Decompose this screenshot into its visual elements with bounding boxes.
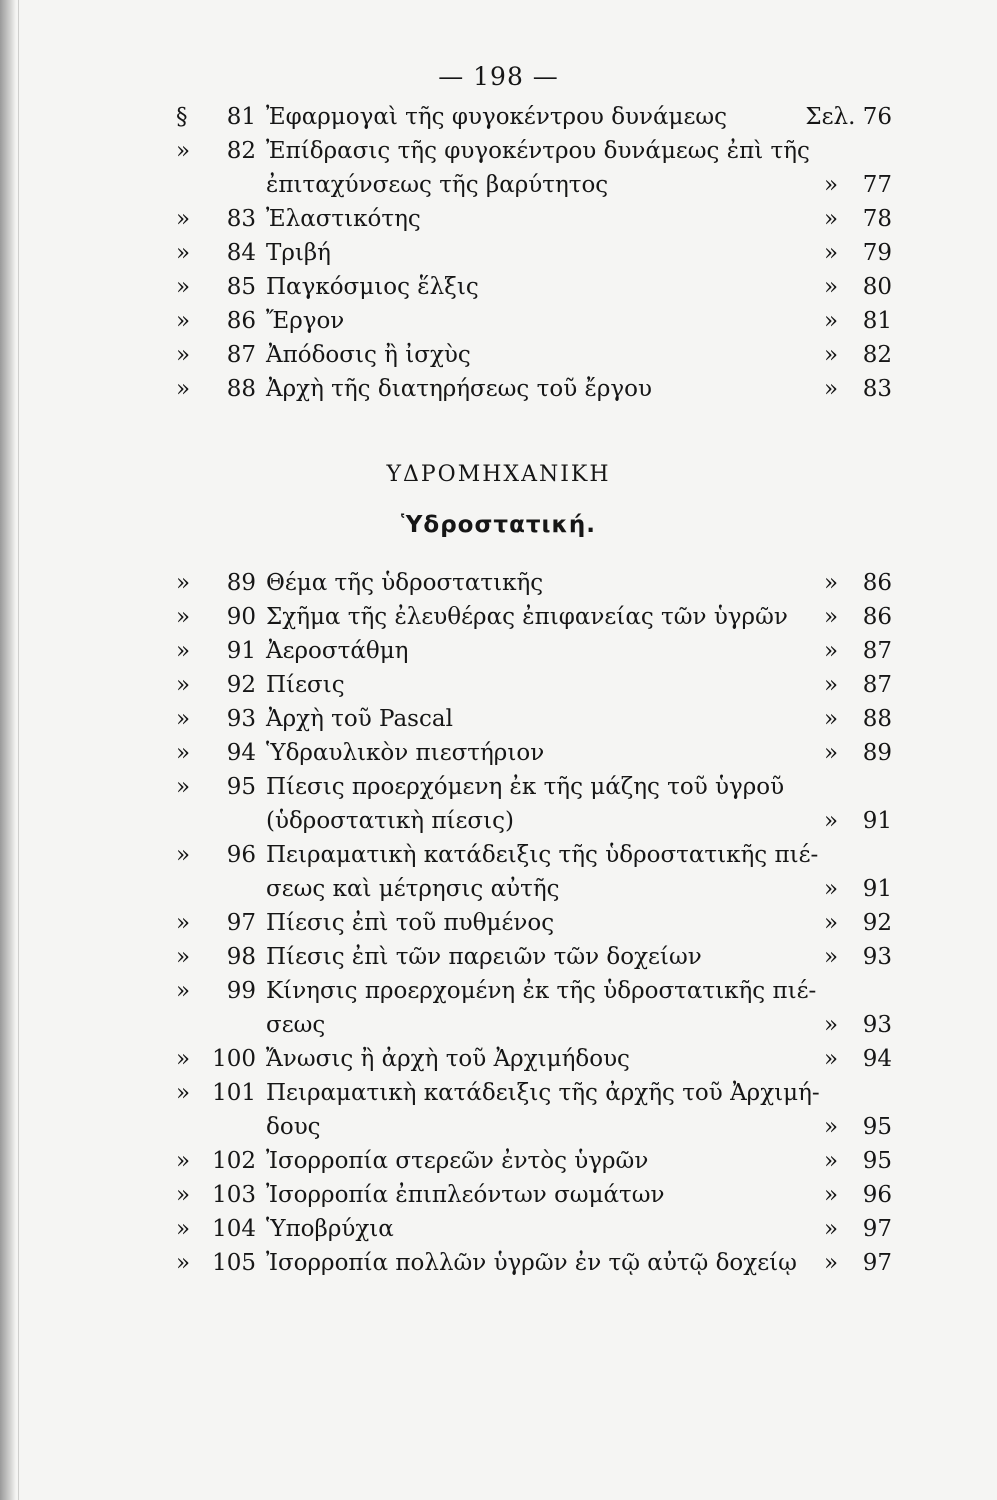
entry-title-line: Ἔργον bbox=[266, 308, 345, 334]
entry-number: 84 bbox=[226, 240, 256, 266]
toc-entry bbox=[176, 770, 892, 838]
toc-part-hydrostatics bbox=[176, 566, 892, 1280]
ditto-mark: » bbox=[823, 1216, 839, 1242]
entry-title bbox=[266, 202, 806, 236]
ditto-mark: » bbox=[823, 876, 839, 902]
entry-title bbox=[266, 1144, 806, 1178]
entry-number: 85 bbox=[226, 274, 256, 300]
entry-page: 91 bbox=[862, 876, 892, 902]
entry-mark: » bbox=[176, 672, 191, 698]
entry-title bbox=[266, 1246, 806, 1280]
entry-number: 92 bbox=[226, 672, 256, 698]
entry-title bbox=[266, 566, 806, 600]
entry-page: 86 bbox=[862, 570, 892, 596]
entry-mark: » bbox=[176, 240, 191, 266]
entry-number: 93 bbox=[226, 706, 256, 732]
section-heading: ΥΔΡΟΜΗΧΑΝΙΚΗ bbox=[386, 462, 611, 487]
toc-part-mechanics bbox=[176, 100, 892, 406]
toc-entry bbox=[176, 906, 892, 940]
entry-title-line: Πίεσις ἐπὶ τοῦ πυθμένος bbox=[266, 910, 555, 936]
subsection-heading: Ὑδροστατική. bbox=[401, 512, 596, 538]
ditto-mark: » bbox=[823, 1182, 839, 1208]
toc-entry bbox=[176, 702, 892, 736]
entry-page: 92 bbox=[862, 910, 892, 936]
entry-number: 86 bbox=[226, 308, 256, 334]
ditto-mark: » bbox=[823, 342, 839, 368]
entry-page: 77 bbox=[862, 172, 892, 198]
toc-entry bbox=[176, 974, 892, 1042]
entry-page: 78 bbox=[862, 206, 892, 232]
entry-mark: » bbox=[176, 274, 191, 300]
entry-mark: » bbox=[176, 910, 191, 936]
ditto-mark: » bbox=[823, 274, 839, 300]
entry-mark: » bbox=[176, 944, 191, 970]
entry-title-line: Πειραματικὴ κατάδειξις τῆς ὑδροστατικῆς πιέ- bbox=[266, 842, 819, 868]
entry-page: 97 bbox=[862, 1250, 892, 1276]
entry-page: 81 bbox=[862, 308, 892, 334]
toc-entry bbox=[176, 668, 892, 702]
entry-mark: » bbox=[176, 206, 191, 232]
entry-title bbox=[266, 1042, 806, 1076]
ditto-mark: » bbox=[823, 1250, 839, 1276]
entry-title-line: Ἄνωσις ἢ ἀρχὴ τοῦ Ἀρχιμήδους bbox=[266, 1046, 630, 1072]
entry-page: 80 bbox=[862, 274, 892, 300]
entry-title-line: Θέμα τῆς ὑδροστατικῆς bbox=[266, 570, 544, 596]
entry-page: 96 bbox=[862, 1182, 892, 1208]
ditto-mark: » bbox=[823, 638, 839, 664]
entry-mark: » bbox=[176, 1080, 191, 1106]
entry-mark: » bbox=[176, 1250, 191, 1276]
toc-entry bbox=[176, 1042, 892, 1076]
entry-page: 83 bbox=[862, 376, 892, 402]
entry-page-number: 76 bbox=[862, 104, 892, 130]
entry-number: 88 bbox=[226, 376, 256, 402]
entry-title-line: δους bbox=[266, 1114, 321, 1140]
entry-title bbox=[266, 100, 806, 134]
toc-entry bbox=[176, 270, 892, 304]
entry-mark: » bbox=[176, 774, 191, 800]
entry-title-line: Ἐπίδρασις τῆς φυγοκέντρου δυνάμεως ἐπὶ τῆς bbox=[266, 138, 810, 164]
ditto-mark: » bbox=[823, 604, 839, 630]
entry-title-line: Σχῆμα τῆς ἐλευθέρας ἐπιφανείας τῶν ὑγρῶν bbox=[266, 604, 788, 630]
entry-page: 94 bbox=[862, 1046, 892, 1072]
toc-entry bbox=[176, 1144, 892, 1178]
entry-number: 105 bbox=[212, 1250, 256, 1276]
gutter-line bbox=[18, 0, 19, 1500]
entry-number: 94 bbox=[226, 740, 256, 766]
entry-number: 102 bbox=[212, 1148, 256, 1174]
entry-page: 88 bbox=[862, 706, 892, 732]
ditto-mark: » bbox=[823, 240, 839, 266]
entry-title-line: Πίεσις ἐπὶ τῶν παρειῶν τῶν δοχείων bbox=[266, 944, 702, 970]
entry-title-line: Ἐλαστικότης bbox=[266, 206, 421, 232]
book-gutter-shadow bbox=[0, 0, 16, 1500]
toc-entry bbox=[176, 566, 892, 600]
entry-mark: » bbox=[176, 842, 191, 868]
entry-title-line: Ὑδραυλικὸν πιεστήριον bbox=[266, 740, 545, 766]
ditto-mark: » bbox=[823, 740, 839, 766]
entry-title-line: σεως καὶ μέτρησις αὐτῆς bbox=[266, 876, 560, 902]
entry-mark: » bbox=[176, 638, 191, 664]
ditto-mark: » bbox=[823, 308, 839, 334]
toc-entry bbox=[176, 304, 892, 338]
entry-title bbox=[266, 770, 806, 838]
toc-entry bbox=[176, 1178, 892, 1212]
entry-mark: » bbox=[176, 570, 191, 596]
entry-title-line: Ἐφαρμογαὶ τῆς φυγοκέντρου δυνάμεως bbox=[266, 104, 728, 130]
page-number: — 198 — bbox=[438, 62, 559, 91]
entry-title-line: (ὑδροστατικὴ πίεσις) bbox=[266, 808, 514, 834]
entry-mark: » bbox=[176, 376, 191, 402]
toc-entry bbox=[176, 372, 892, 406]
entry-number: 89 bbox=[226, 570, 256, 596]
entry-title-line: Ὑποβρύχια bbox=[266, 1216, 394, 1242]
entry-title-line: Πίεσις προερχόμενη ἐκ τῆς μάζης τοῦ ὑγροῦ bbox=[266, 774, 785, 800]
entry-mark: » bbox=[176, 1046, 191, 1072]
entry-page: 93 bbox=[862, 1012, 892, 1038]
entry-mark: » bbox=[176, 706, 191, 732]
ditto-mark: » bbox=[823, 1046, 839, 1072]
ditto-mark: » bbox=[823, 672, 839, 698]
entry-mark: » bbox=[176, 138, 191, 164]
entry-title bbox=[266, 1076, 820, 1144]
entry-title-line: Ἀπόδοσις ἢ ἰσχὺς bbox=[266, 342, 471, 368]
entry-title-line: Ἀρχὴ τῆς διατηρήσεως τοῦ ἔργου bbox=[266, 376, 652, 402]
ditto-mark: » bbox=[823, 1114, 839, 1140]
entry-mark: » bbox=[176, 1216, 191, 1242]
ditto-mark: » bbox=[823, 1148, 839, 1174]
entry-title bbox=[266, 940, 806, 974]
entry-title-line: Πίεσις bbox=[266, 672, 345, 698]
entry-title-line: Ἰσορροπία ἐπιπλεόντων σωμάτων bbox=[266, 1182, 665, 1208]
ditto-mark: » bbox=[823, 808, 839, 834]
entry-page: 97 bbox=[862, 1216, 892, 1242]
ditto-mark: » bbox=[823, 570, 839, 596]
entry-title-line: ἐπιταχύνσεως τῆς βαρύτητος bbox=[266, 172, 609, 198]
entry-title-line: σεως bbox=[266, 1012, 326, 1038]
entry-title-line: Ἀεροστάθμη bbox=[266, 638, 409, 664]
toc-entry bbox=[176, 736, 892, 770]
entry-title bbox=[266, 736, 806, 770]
entry-title-line: Κίνησις προερχομένη ἐκ τῆς ὑδροστατικῆς πιέ- bbox=[266, 978, 817, 1004]
toc-entry bbox=[176, 338, 892, 372]
entry-number: 81 bbox=[226, 104, 256, 130]
entry-number: 103 bbox=[212, 1182, 256, 1208]
entry-number: 98 bbox=[226, 944, 256, 970]
entry-number: 87 bbox=[226, 342, 256, 368]
entry-page: 91 bbox=[862, 808, 892, 834]
toc-entry bbox=[176, 600, 892, 634]
entry-number: 90 bbox=[226, 604, 256, 630]
entry-title bbox=[266, 974, 817, 1042]
toc-entry bbox=[176, 134, 892, 202]
entry-title-line: Πειραματικὴ κατάδειξις τῆς ἀρχῆς τοῦ Ἀρχιμή- bbox=[266, 1080, 820, 1106]
entry-number: 99 bbox=[226, 978, 256, 1004]
toc-entry bbox=[176, 1246, 892, 1280]
entry-title bbox=[266, 906, 806, 940]
entry-title bbox=[266, 1212, 806, 1246]
entry-page: 87 bbox=[862, 638, 892, 664]
entry-number: 100 bbox=[212, 1046, 256, 1072]
entry-mark: » bbox=[176, 740, 191, 766]
toc-entry bbox=[176, 100, 892, 134]
entry-title bbox=[266, 702, 806, 736]
page-abbrev: Σελ. bbox=[805, 104, 856, 130]
entry-title bbox=[266, 236, 806, 270]
entry-mark: » bbox=[176, 1182, 191, 1208]
ditto-mark: » bbox=[823, 1012, 839, 1038]
entry-title bbox=[266, 1178, 806, 1212]
entry-title-line: Ἰσορροπία στερεῶν ἐντὸς ὑγρῶν bbox=[266, 1148, 649, 1174]
entry-mark: » bbox=[176, 342, 191, 368]
entry-title-line: Τριβή bbox=[266, 240, 331, 266]
entry-title bbox=[266, 838, 819, 906]
entry-page: 89 bbox=[862, 740, 892, 766]
entry-page: 93 bbox=[862, 944, 892, 970]
entry-page: 82 bbox=[862, 342, 892, 368]
entry-title bbox=[266, 634, 806, 668]
entry-page: 87 bbox=[862, 672, 892, 698]
entry-page: 95 bbox=[862, 1114, 892, 1140]
entry-mark: » bbox=[176, 604, 191, 630]
ditto-mark: » bbox=[823, 910, 839, 936]
entry-number: 96 bbox=[226, 842, 256, 868]
entry-title bbox=[266, 372, 806, 406]
entry-page: 95 bbox=[862, 1148, 892, 1174]
ditto-mark: » bbox=[823, 172, 839, 198]
toc-entry bbox=[176, 1076, 892, 1144]
entry-page bbox=[772, 100, 892, 134]
ditto-mark: » bbox=[823, 376, 839, 402]
entry-title bbox=[266, 668, 806, 702]
entry-title bbox=[266, 134, 810, 202]
toc-entry bbox=[176, 1212, 892, 1246]
entry-number: 91 bbox=[226, 638, 256, 664]
ditto-mark: » bbox=[823, 206, 839, 232]
entry-title bbox=[266, 338, 806, 372]
entry-number: 82 bbox=[226, 138, 256, 164]
entry-title-line: Ἀρχὴ τοῦ Pascal bbox=[266, 706, 453, 732]
entry-page: 79 bbox=[862, 240, 892, 266]
entry-number: 101 bbox=[212, 1080, 256, 1106]
entry-number: 97 bbox=[226, 910, 256, 936]
entry-page: 86 bbox=[862, 604, 892, 630]
entry-mark: » bbox=[176, 1148, 191, 1174]
entry-mark: » bbox=[176, 978, 191, 1004]
entry-title-line: Παγκόσμιος ἕλξις bbox=[266, 274, 479, 300]
entry-title-line: Ἰσορροπία πολλῶν ὑγρῶν ἐν τῷ αὐτῷ δοχείῳ bbox=[266, 1250, 797, 1276]
entry-mark: § bbox=[176, 104, 188, 130]
entry-title bbox=[266, 270, 806, 304]
ditto-mark: » bbox=[823, 944, 839, 970]
entry-number: 104 bbox=[212, 1216, 256, 1242]
toc-entry bbox=[176, 202, 892, 236]
entry-number: 95 bbox=[226, 774, 256, 800]
toc-entry bbox=[176, 838, 892, 906]
entry-title bbox=[266, 600, 806, 634]
entry-title bbox=[266, 304, 806, 338]
toc-entry bbox=[176, 634, 892, 668]
entry-mark: » bbox=[176, 308, 191, 334]
ditto-mark: » bbox=[823, 706, 839, 732]
entry-number: 83 bbox=[226, 206, 256, 232]
toc-entry bbox=[176, 940, 892, 974]
toc-entry bbox=[176, 236, 892, 270]
